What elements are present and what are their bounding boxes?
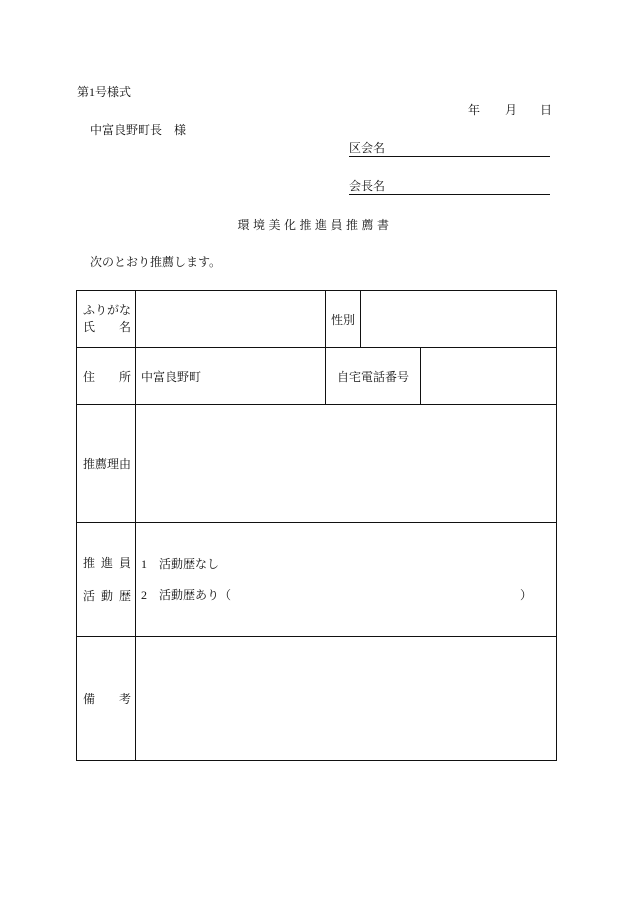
option-number: 2	[141, 588, 147, 602]
history-field	[135, 522, 557, 637]
reason-label-cell	[76, 404, 136, 523]
history-label-cell	[76, 522, 136, 637]
history-options	[141, 556, 556, 603]
chair-field	[349, 179, 550, 195]
remarks-label: 備 考	[83, 692, 132, 706]
phone-field	[420, 347, 557, 405]
district-field	[349, 141, 550, 157]
district-label: 区会名	[349, 141, 386, 155]
gender-label: 性別	[331, 312, 356, 327]
history-label-line1: 推進員	[83, 556, 138, 570]
address-label: 住 所	[83, 369, 132, 384]
date-month-label: 月	[505, 103, 518, 117]
address-value: 中富良野町	[141, 369, 202, 384]
gender-field	[360, 290, 557, 348]
form-number: 第1号様式	[77, 85, 132, 99]
furigana-label: ふりがな	[83, 303, 132, 317]
history-option-has	[141, 587, 556, 603]
gender-label-cell	[325, 290, 361, 348]
name-label-cell	[76, 290, 136, 348]
name-label: 氏 名	[83, 320, 132, 334]
addressee: 中富良野町長 様	[90, 123, 187, 137]
remarks-label-cell	[76, 636, 136, 761]
document-title: 環境美化推進員推薦書	[237, 218, 393, 232]
reason-label: 推薦理由	[83, 457, 132, 471]
history-label-line2: 活動歴	[83, 589, 138, 603]
address-field	[135, 347, 326, 405]
option-text: 活動歴なし	[159, 557, 220, 571]
address-label-cell	[76, 347, 136, 405]
date-year-label: 年	[468, 103, 481, 117]
date-day-label: 日	[540, 103, 553, 117]
chair-label: 会長名	[349, 179, 386, 193]
history-option-none	[141, 556, 556, 572]
option-text: 活動歴あり（	[159, 588, 232, 602]
intro-text: 次のとおり推薦します。	[90, 255, 222, 269]
name-field	[135, 290, 326, 348]
phone-label-cell	[325, 347, 421, 405]
phone-label: 自宅電話番号	[336, 369, 409, 384]
option-number: 1	[141, 557, 147, 571]
remarks-field	[135, 636, 557, 761]
option-close-paren: ）	[520, 588, 533, 602]
reason-field	[135, 404, 557, 523]
